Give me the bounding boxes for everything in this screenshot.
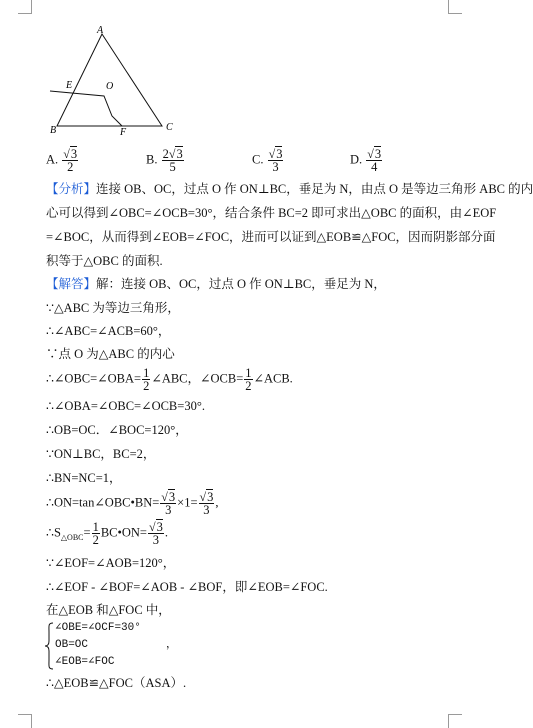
crop-mark-top-left: [18, 0, 32, 14]
option-c: C. $\frac{√3}{3}$: [252, 147, 283, 174]
solution-step-12: ∴∠EOF - ∠BOF=∠AOB - ∠BOF，即∠EOB=∠FOC.: [46, 580, 328, 594]
analysis-tag: 【分析】: [46, 182, 97, 196]
solution-step-5: ∴∠OBA=∠OBC=∠OCB=30°.: [46, 399, 205, 413]
system-eq-1: ∠OBE=∠OCF=30°: [55, 622, 141, 634]
solution-step-4: ∴∠OBC=∠OBA= $\frac{1}{2}$ ∠ABC，∠OCB= $\frac{1}{2}$ ∠ACB.: [46, 366, 293, 393]
crop-mark-top-right: [448, 0, 462, 14]
solution-step-11: ∵∠EOF=∠AOB=120°，: [46, 556, 176, 570]
solution-step-13: 在△EOB 和△FOC 中，: [46, 603, 171, 617]
system-eq-2: OB=OC ，: [55, 639, 178, 651]
option-a: A. $\frac{√3}{2}$: [46, 147, 78, 174]
solution-intro: 【解答】解：连接 OB、OC，过点 O 作 ON⊥BC，垂足为 N，: [46, 277, 386, 291]
solution-step-2: ∴∠ABC=∠ACB=60°，: [46, 324, 171, 338]
crop-mark-bottom-left: [18, 714, 32, 728]
option-b: B. $\frac{2√3}{5}$: [146, 147, 183, 174]
label-B: B: [50, 125, 57, 136]
label-E: E: [66, 80, 73, 91]
system-brace-icon: [44, 622, 54, 670]
label-A: A: [97, 25, 104, 36]
solution-step-9: ∴ON=tan∠OBC•BN= $\frac{√3}{3}$ ×1= $\frac{√3}{3}$ ,: [46, 490, 219, 517]
analysis-line-3: =∠BOC，从而得到∠EOB=∠FOC，进而可以证到△EOB≌△FOC，因而阴影部分面: [46, 230, 496, 244]
analysis-line-4: 积等于△OBC 的面积.: [46, 254, 163, 268]
solution-step-3: ∵点 O 为△ABC 的内心: [46, 347, 175, 361]
crop-mark-bottom-right: [448, 714, 462, 728]
analysis-line-1: 【分析】连接 OB、OC，过点 O 作 ON⊥BC，垂足为 N，由点 O 是等边三角形 ABC 的内: [46, 182, 533, 196]
system-eq-3: ∠EOB=∠FOC: [55, 656, 115, 668]
solution-step-6: ∴OB=OC．∠BOC=120°，: [46, 423, 188, 437]
triangle-figure: [40, 22, 180, 140]
solution-step-8: ∴BN=NC=1，: [46, 471, 122, 485]
label-O: O: [106, 81, 114, 92]
solution-step-1: ∵△ABC 为等边三角形，: [46, 301, 180, 315]
solution-step-7: ∵ON⊥BC，BC=2，: [46, 447, 156, 461]
analysis-line-2: 心可以得到∠OBC=∠OCB=30°，结合条件 BC=2 即可求出△OBC 的面积，由∠EOF: [46, 206, 497, 220]
label-F: F: [120, 127, 127, 138]
label-C: C: [166, 122, 173, 133]
solution-tag: 【解答】: [46, 277, 97, 291]
solution-step-10: $\therefore S_{\triangle OBC}=$ $\frac{1}{2}$ BC•ON= $\frac{√3}{3}$ .: [46, 520, 168, 547]
option-d: D. $\frac{√3}{4}$: [350, 147, 382, 174]
solution-conclusion: ∴△EOB≌△FOC（ASA）.: [46, 676, 187, 690]
